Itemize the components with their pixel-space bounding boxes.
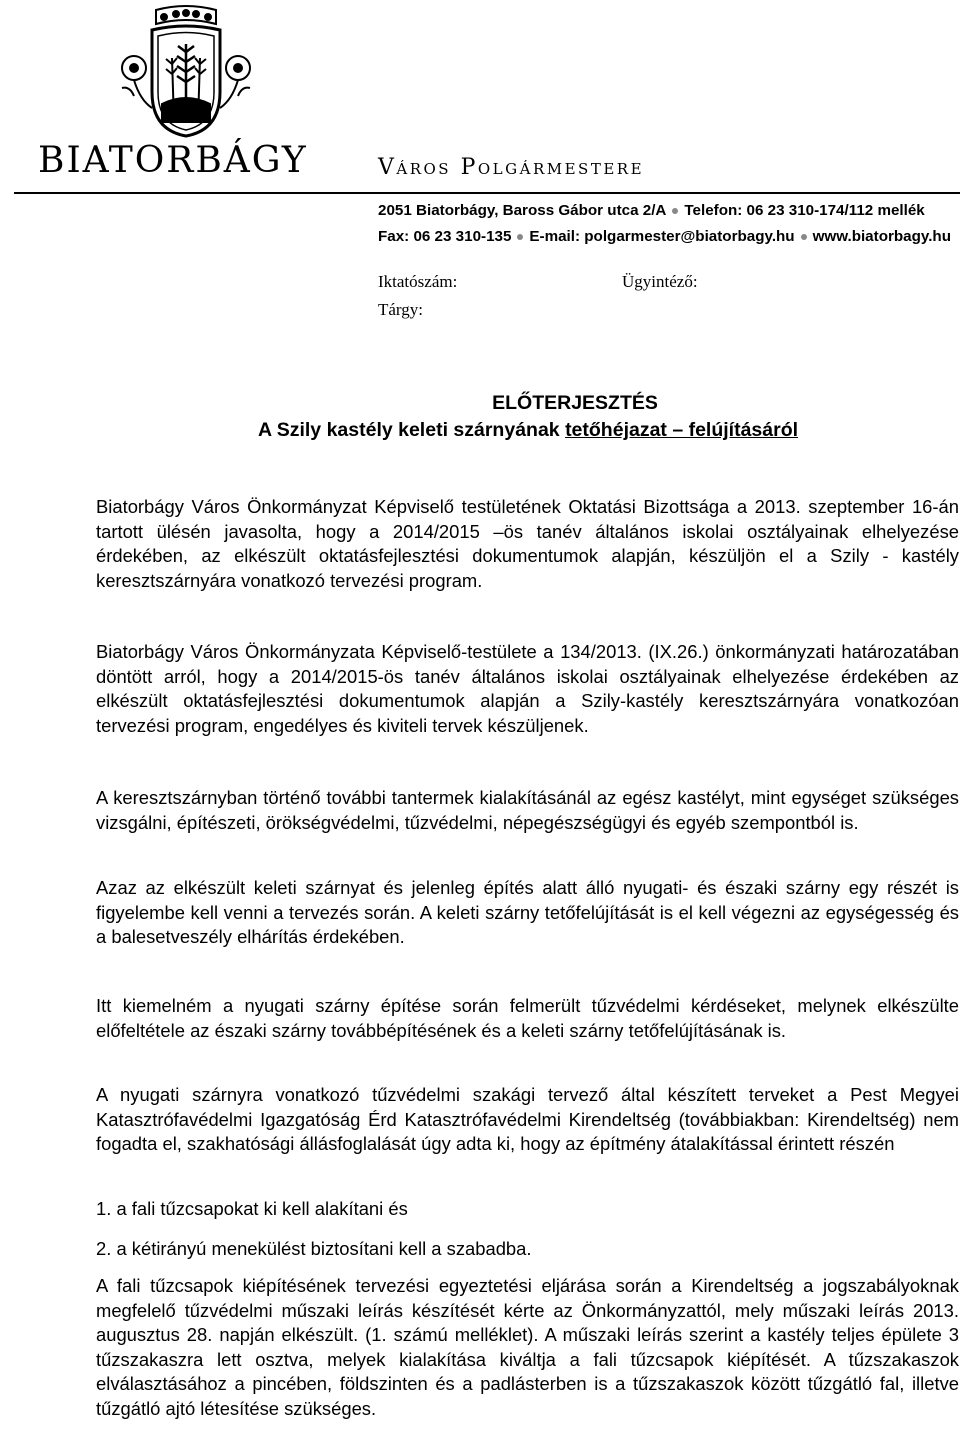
paragraph-text: Biatorbágy Város Önkormányzat Képviselő testületének Oktatási Bizottsága a 2013. szeptember 16-án tartott ülésén javasolta, hogy a 2014/2015 –ös tanév általános iskolai osztályainak elhelyezése érdekében, az elkészült oktatásfejlesztési dokumentumok alapján, készüljön el a Szily - kastély keresztszárnyára vonatkozó tervezési program. bbox=[96, 496, 959, 591]
paragraph bbox=[96, 1083, 959, 1157]
city-crest-logo bbox=[112, 4, 260, 140]
list-item-text: 1. a fali tűzcsapokat ki kell alakítani és bbox=[96, 1198, 408, 1219]
bullet-dot-icon bbox=[672, 208, 678, 214]
letterhead-divider bbox=[14, 192, 960, 194]
paragraph-text: A fali tűzcsapok kiépítésének tervezési egyeztetési eljárása során a Kirendeltség a jogszabályoknak megfelelő tűzvédelmi műszaki leírás készítését kérte az Önkormányzattól, mely műszaki leírás 2013. augusztus 28. napján elkészült. (1. számú melléklet). A műszaki leírás szerint a kastély teljes épülete 3 tűzszakaszra lett osztva, melyek kialakítása kiváltja a fali tűzcsapok kiépítését. A tűzszakaszok elválasztásához a pincében, földszinten és a padlásterben is a tűzszakaszok között tűzgátló fal, illetve tűzgátló ajtó létesítése szükséges. bbox=[96, 1275, 959, 1419]
phone-text: Telefon: 06 23 310-174/112 mellék bbox=[684, 202, 925, 219]
targy-label: Tárgy: bbox=[378, 300, 424, 319]
subtitle-prefix: A Szily kastély keleti szárnyának bbox=[257, 419, 566, 441]
contact-line-2 bbox=[378, 228, 951, 245]
paragraph bbox=[96, 786, 959, 835]
paragraph-text: Biatorbágy Város Önkormányzata Képviselő-testülete a 134/2013. (IX.26.) önkormányzati határozatában döntött arról, hogy a 2014/2015-ös tanév általános iskolai osztályainak elhelyezése érdekében az elkészült oktatásfejlesztési dokumentumok alapján a Szily-kastély keresztszárnyára vonatkozóan tervezési program, engedélyes és kiviteli tervek készüljenek. bbox=[96, 641, 959, 736]
list-item bbox=[96, 1197, 959, 1222]
iktatoszam-label: Iktatószám: bbox=[378, 272, 458, 291]
address-text: 2051 Biatorbágy, Baross Gábor utca 2/A bbox=[378, 202, 667, 219]
list-item-text: 2. a kétirányú menekülést biztosítani kell a szabadba. bbox=[96, 1238, 532, 1259]
email-text: E-mail: polgarmester@biatorbagy.hu bbox=[529, 228, 795, 245]
paragraph-text: A keresztszárnyban történő további tantermek kialakításánál az egész kastélyt, mint egységet szükséges vizsgálni, építészeti, örökségvédelmi, tűzvédelmi, népegészségügyi és egyéb szempontból is. bbox=[96, 787, 959, 833]
paragraph-text: Azaz az elkészült keleti szárnyat és jelenleg építés alatt álló nyugati- és északi szárny egy részét is figyelembe kell venni a tervezés során. A keleti szárny tetőfelújítását is el kell végezni az egységesség és a balesetveszély elhárítás érdekében. bbox=[96, 877, 959, 948]
document-title: ELŐTERJESZTÉS bbox=[492, 392, 658, 414]
bullet-dot-icon bbox=[801, 234, 807, 240]
office-title: Város Polgármestere bbox=[378, 155, 645, 180]
paragraph bbox=[96, 1274, 959, 1422]
list-item bbox=[96, 1237, 959, 1262]
ugyintezo-label: Ügyintéző: bbox=[622, 272, 698, 291]
paragraph bbox=[96, 994, 959, 1043]
city-wordmark: BIATORBÁGY bbox=[38, 140, 308, 181]
paragraph-text: A nyugati szárnyra vonatkozó tűzvédelmi szakági tervező által készített terveket a Pest Megyei Katasztrófavédelmi Igazgatóság Érd Katasztrófavédelmi Kirendeltség (továbbiakban: Kirendeltség) nem fogadta el, szakhatósági állásfoglalását úgy adta ki, hogy az építmény átalakítással érintett részén bbox=[96, 1084, 959, 1155]
paragraph bbox=[96, 640, 959, 738]
subtitle-underlined: tetőhéjazat – felújításáról bbox=[565, 419, 799, 441]
bullet-dot-icon bbox=[517, 234, 523, 240]
paragraph-text: Itt kiemelném a nyugati szárny építése során felmerült tűzvédelmi kérdéseket, melynek elkészülte előfeltétele az északi szárny továbbépítésének és a keleti szárny tetőfelújításának is. bbox=[96, 995, 959, 1041]
contact-line-1 bbox=[378, 202, 925, 219]
fax-text: Fax: 06 23 310-135 bbox=[378, 228, 512, 245]
paragraph bbox=[96, 495, 959, 593]
document-subtitle bbox=[0, 419, 960, 442]
website-text: www.biatorbagy.hu bbox=[812, 228, 951, 245]
paragraph bbox=[96, 876, 959, 950]
